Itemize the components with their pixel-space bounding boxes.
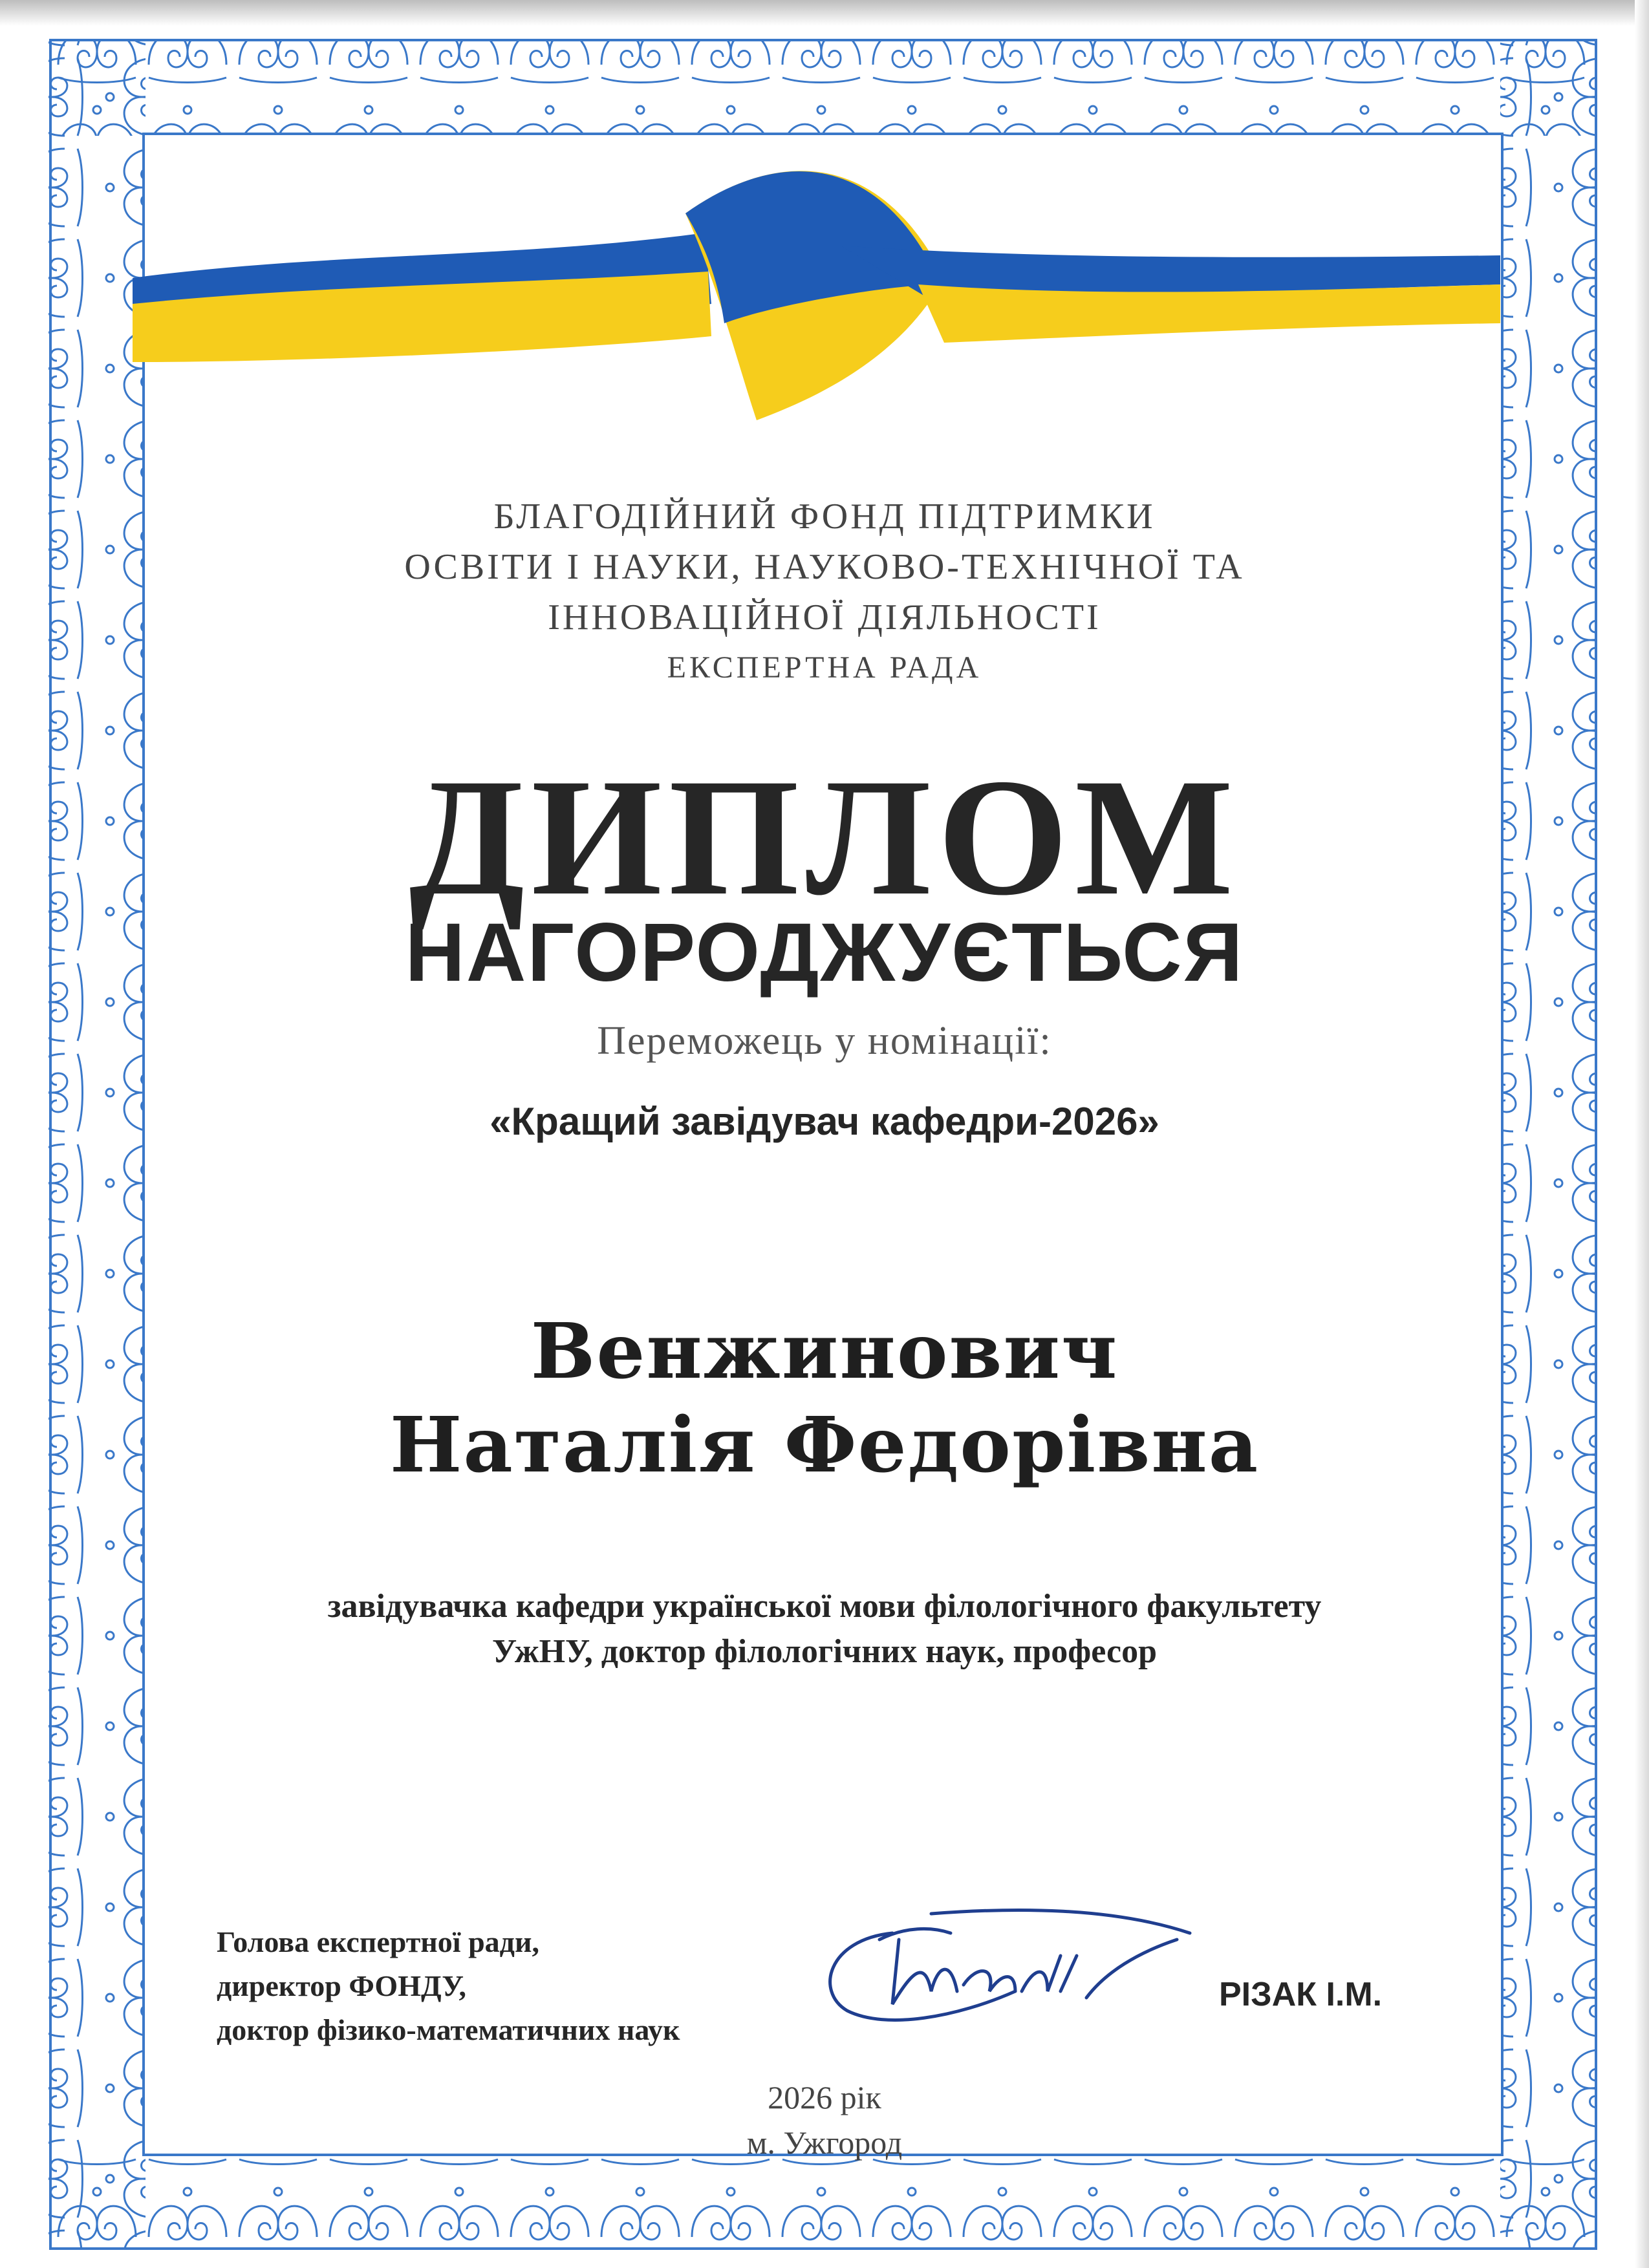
issue-year: 2026 рік: [768, 2079, 881, 2115]
organization-line: ОСВІТИ І НАУКИ, НАУКОВО-ТЕХНІЧНОЇ ТА: [404, 547, 1245, 587]
flag-ribbon: [0, 0, 1649, 453]
recipient-given-name: Наталія Федорівна: [389, 1400, 1260, 1490]
signatory-title: [217, 1920, 680, 2052]
position-line: завідувачка кафедри української мови філологічного факультету: [327, 1588, 1322, 1625]
organization-line: БЛАГОДІЙНИЙ ФОНД ПІДТРИМКИ: [493, 497, 1156, 537]
signatory-title-line: Голова експертної ради,: [217, 1925, 539, 1958]
winner-label: Переможець у номінації:: [597, 1019, 1052, 1063]
issue-city: м. Ужгород: [746, 2124, 903, 2161]
organization-line: ІННОВАЦІЙНОЇ ДІЯЛЬНОСТІ: [548, 597, 1101, 637]
diploma-title: ДИПЛОМ: [409, 744, 1240, 930]
recipient-surname: Венжинович: [530, 1306, 1119, 1396]
recipient-position: [0, 1584, 1649, 1674]
organization-name: [0, 491, 1649, 643]
signatory-name: РІЗАК І.М.: [1219, 1976, 1383, 2013]
signatory-title-line: доктор фізико-математичних наук: [217, 2013, 680, 2046]
signatory-title-line: директор ФОНДУ,: [217, 1969, 466, 2002]
awarded-heading: НАГОРОДЖУЄТЬСЯ: [405, 906, 1244, 999]
nomination-title: «Кращий завідувач кафедри-2026»: [490, 1100, 1159, 1143]
position-line: УжНУ, доктор філологічних наук, професор: [491, 1633, 1157, 1670]
council-name: ЕКСПЕРТНА РАДА: [667, 650, 982, 685]
handwritten-signature: [802, 1894, 1203, 2049]
